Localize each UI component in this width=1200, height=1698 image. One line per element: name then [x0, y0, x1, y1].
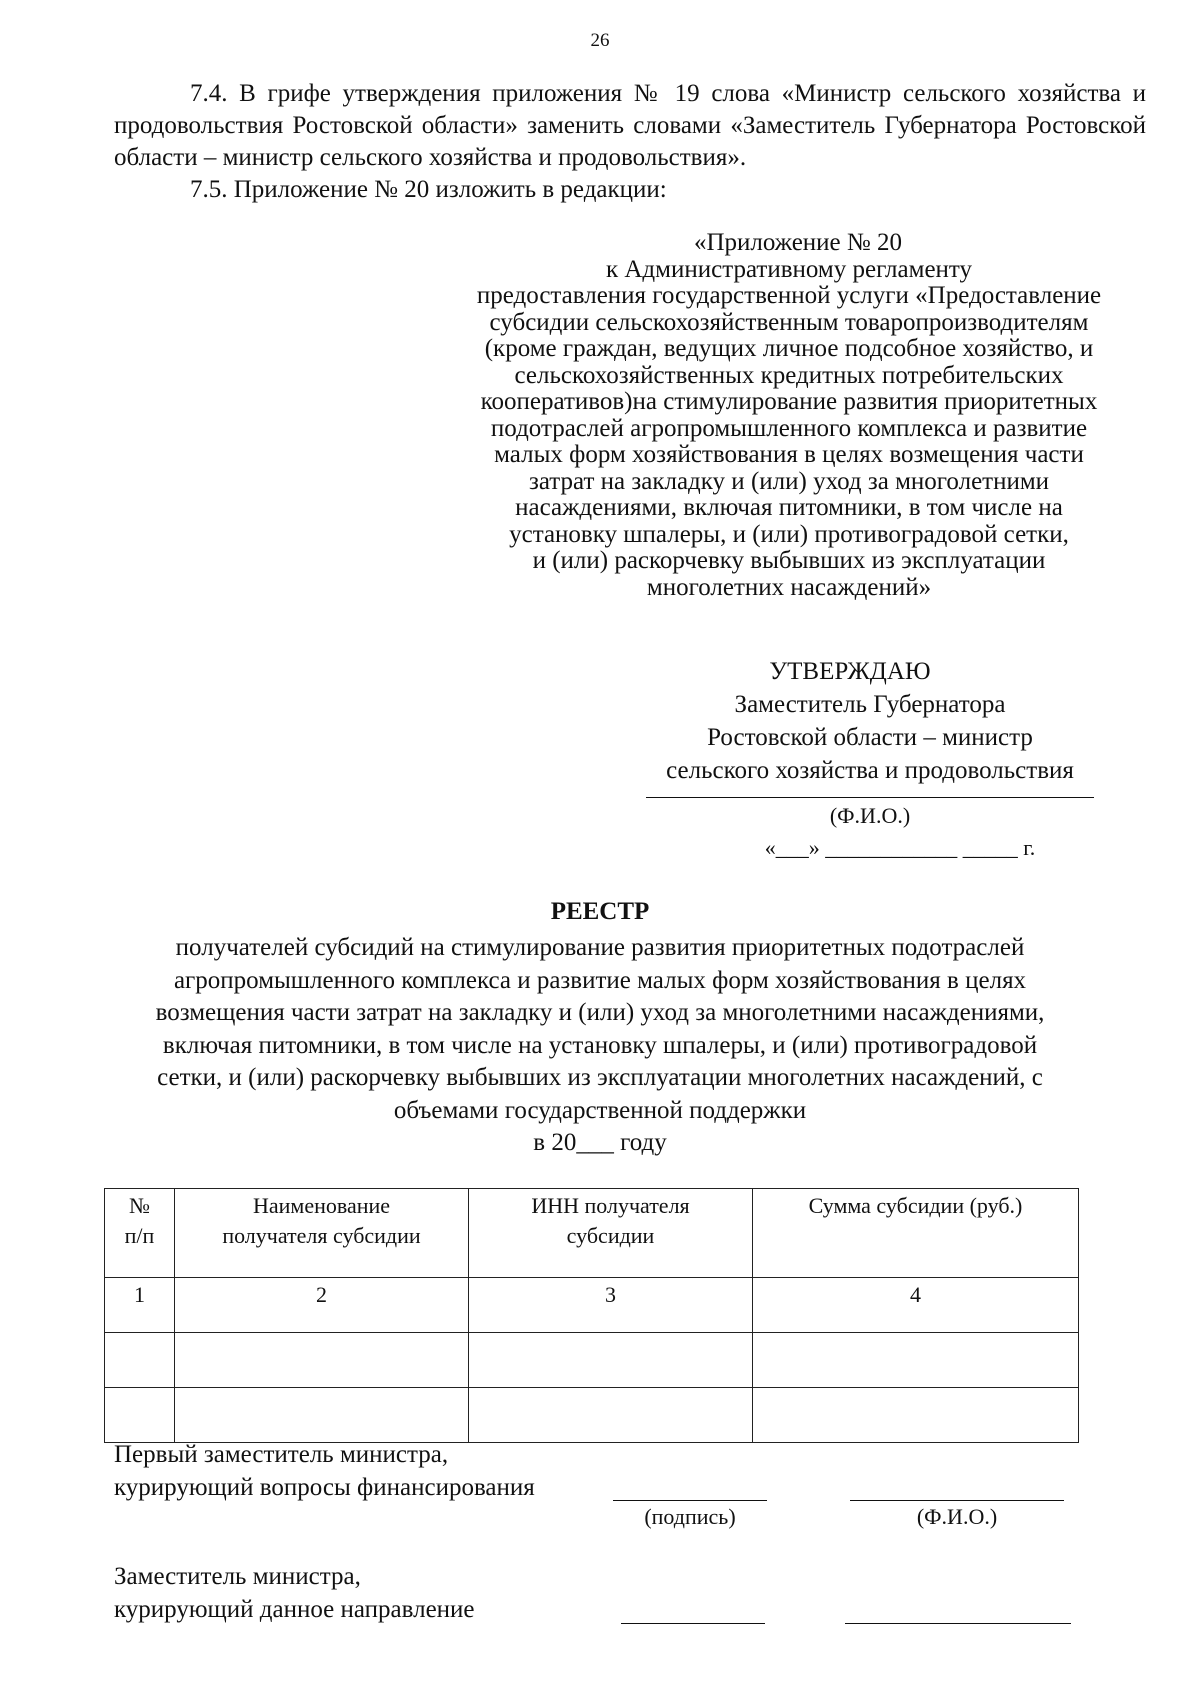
- approval-fio-caption: (Ф.И.О.): [829, 803, 911, 828]
- registry-description: [100, 932, 1100, 1160]
- appendix-line: насаждениями, включая питомники, в том числе на: [515, 494, 1063, 521]
- registry-title: РЕЕСТР: [550, 898, 650, 925]
- approval-heading: УТВЕРЖДАЮ: [769, 658, 931, 685]
- signature-block-second: [114, 1560, 475, 1626]
- signature-line: [621, 1623, 765, 1624]
- appendix-line: сельскохозяйственных кредитных потребительских: [514, 361, 1064, 389]
- registry-description-line: агропромышленного комплекса и развитие малых форм хозяйствования в целях: [173, 966, 1027, 994]
- appendix-header: [428, 230, 1150, 601]
- appendix-line: субсидии сельскохозяйственным товаропроизводителям: [489, 308, 1089, 336]
- signature-caption: (подпись): [644, 1504, 736, 1529]
- table-cell: [105, 1388, 175, 1443]
- header-text: Сумма субсидии (руб.): [808, 1193, 1023, 1218]
- appendix-line: предоставления государственной услуги «Предоставление: [476, 282, 1102, 309]
- table-cell: 1: [105, 1278, 175, 1333]
- appendix-line: многолетних насаждений»: [646, 573, 932, 601]
- header-text: №: [129, 1193, 150, 1218]
- table-cell: [753, 1388, 1079, 1443]
- header-cell-inn: [469, 1189, 753, 1278]
- appendix-line: (кроме граждан, ведущих личное подсобное хозяйство, и: [484, 335, 1094, 362]
- header-cell-amount: [753, 1189, 1079, 1278]
- table-cell: 2: [175, 1278, 469, 1333]
- appendix-line: кооперативов)на стимулирование развития приоритетных: [480, 388, 1098, 415]
- approval-block: [640, 655, 1100, 865]
- signature-title-line: курирующий вопросы финансирования: [114, 1474, 535, 1501]
- registry-year-line: в 20___ году: [533, 1129, 667, 1156]
- table-cell: 3: [469, 1278, 753, 1333]
- approval-line: Заместитель Губернатора: [734, 691, 1006, 718]
- table-row: [105, 1333, 1079, 1388]
- appendix-line: затрат на закладку и (или) уход за многолетними: [528, 467, 1050, 495]
- appendix-line: подотраслей агропромышленного комплекса и развитие: [490, 414, 1088, 442]
- header-cell-name: [175, 1189, 469, 1278]
- header-text: п/п: [124, 1223, 155, 1248]
- table-cell: [175, 1388, 469, 1443]
- registry-table: [104, 1188, 1079, 1443]
- registry-description-line: объемами государственной поддержки: [393, 1096, 807, 1124]
- header-text: субсидии: [566, 1223, 655, 1248]
- fio-line: [850, 1500, 1064, 1501]
- table-row: [105, 1388, 1079, 1443]
- registry-description-line: включая питомники, в том числе на установку шпалеры, и (или) противоградовой: [162, 1031, 1038, 1059]
- approval-signature-line: [646, 797, 1094, 798]
- appendix-line: к Административному регламенту: [605, 255, 973, 283]
- table-cell: [469, 1333, 753, 1388]
- signature-line: [613, 1500, 767, 1501]
- approval-line: Ростовской области – министр: [707, 724, 1033, 751]
- fio-line: [845, 1623, 1071, 1624]
- table-cell: [105, 1333, 175, 1388]
- appendix-line: малых форм хозяйствования в целях возмещения части: [494, 441, 1084, 468]
- amendments-text: [114, 78, 1146, 206]
- registry-description-line: сетки, и (или) раскорчевку выбывших из эксплуатации многолетних насаждений, с: [157, 1064, 1043, 1091]
- table-cell: [469, 1388, 753, 1443]
- header-text: получателя субсидии: [222, 1223, 421, 1248]
- registry-description-line: возмещения части затрат на закладку и (или) уход за многолетними насаждениями,: [155, 999, 1045, 1026]
- appendix-line: «Приложение № 20: [693, 229, 903, 256]
- header-cell-number: [105, 1189, 175, 1278]
- signature-title-line: Заместитель министра,: [114, 1563, 361, 1590]
- page-number: 26: [590, 30, 610, 51]
- table-row-numbering: [105, 1278, 1079, 1333]
- appendix-line: установку шпалеры, и (или) противоградовой сетки,: [509, 520, 1069, 548]
- table-cell: 4: [753, 1278, 1079, 1333]
- approval-date-line: «___» ____________ _____ г.: [764, 835, 1036, 860]
- amendment-7-5: 7.5. Приложение № 20 изложить в редакции:: [190, 176, 667, 203]
- signature-title-line: курирующий данное направление: [114, 1596, 475, 1623]
- table-cell: [175, 1333, 469, 1388]
- fio-caption: (Ф.И.О.): [916, 1504, 998, 1529]
- appendix-line: и (или) раскорчевку выбывших из эксплуатации: [532, 547, 1046, 574]
- signature-block-first: [114, 1438, 535, 1504]
- amendment-7-4: 7.4. В грифе утверждения приложения № 19 слова «Министр сельского хозяйства и продовольствия Ростовской области» заменить словами «Заместитель Губернатора Ростовской области – министр сельского хозяйства и продовольствия».: [114, 80, 1146, 171]
- approval-line: сельского хозяйства и продовольствия: [666, 757, 1074, 784]
- table-header-row: [105, 1189, 1079, 1278]
- header-text: ИНН получателя: [531, 1193, 690, 1218]
- table-cell: [753, 1333, 1079, 1388]
- registry-description-line: получателей субсидий на стимулирование развития приоритетных подотраслей: [175, 934, 1025, 961]
- signature-title-line: Первый заместитель министра,: [114, 1441, 449, 1468]
- header-text: Наименование: [252, 1193, 391, 1218]
